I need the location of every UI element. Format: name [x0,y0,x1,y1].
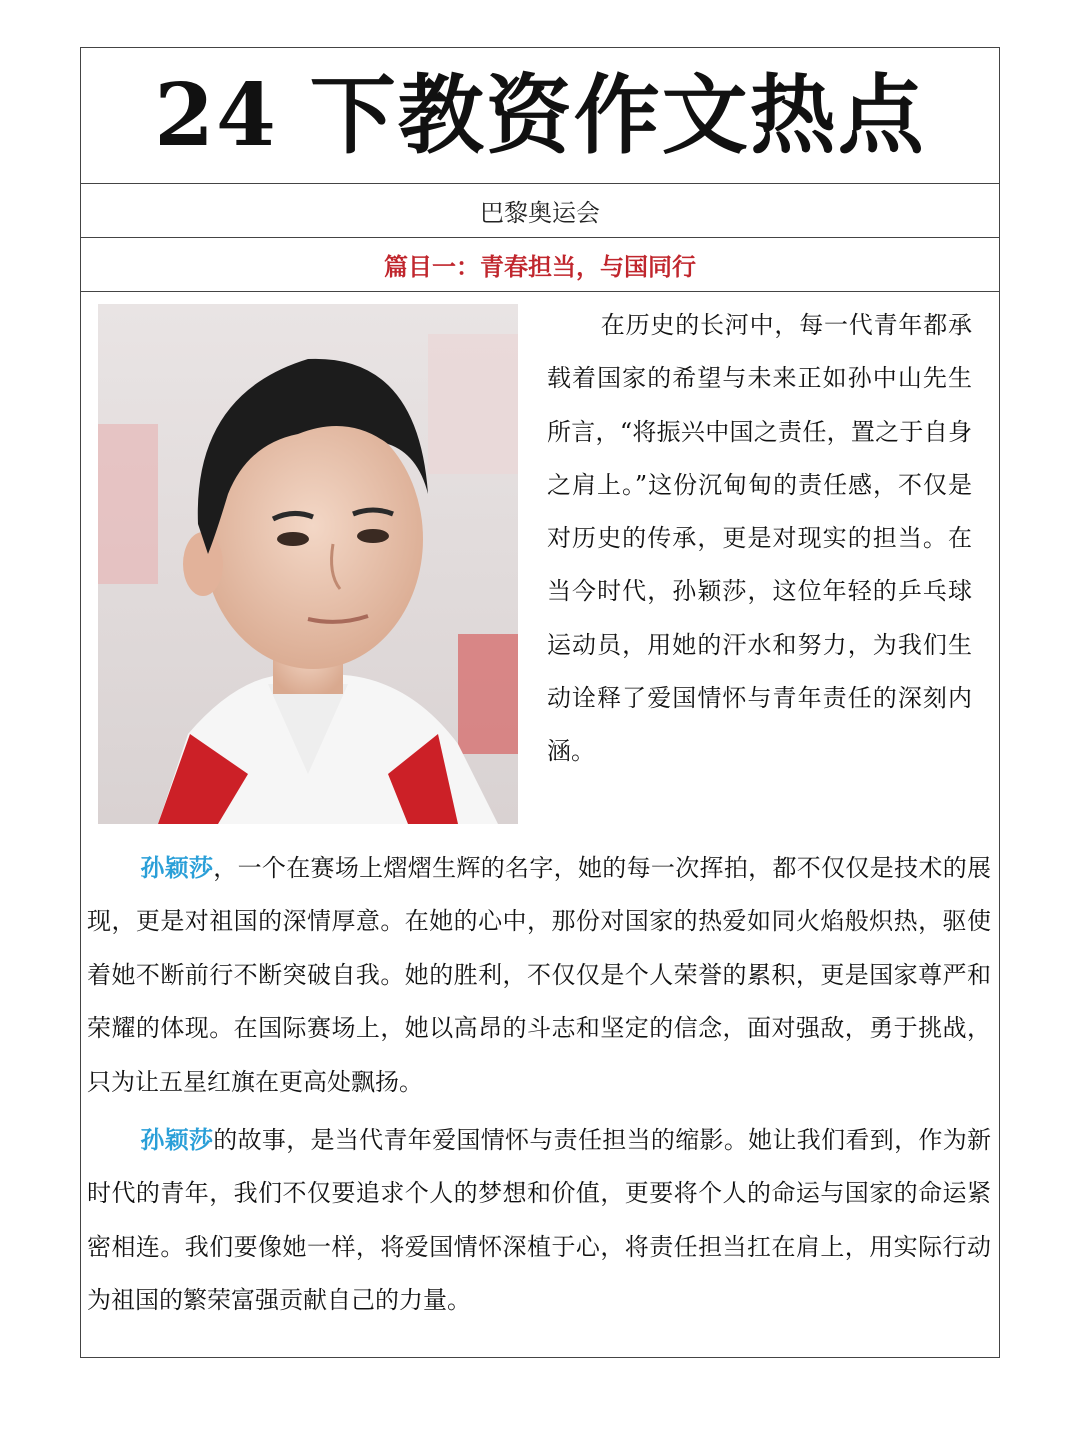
subtitle: 巴黎奥运会 [480,199,600,227]
highlighted-name: 孙颖莎 [140,1125,214,1154]
paragraph-2-text: 的故事，是当代青年爱国情怀与责任担当的缩影。她让我们看到，作为新时代的青年，我们不仅要追求个人的梦想和价值，更要将个人的命运与国家的命运紧密相连。我们要像她一样，将爱国情怀深植于心，将责任担当扛在肩上，用实际行动为祖国的繁荣富强贡献自己的力量。 [87,1126,992,1315]
title-row [81,48,999,184]
section-title: 篇目一：青春担当，与国同行 [384,253,696,281]
section-title-row [81,238,999,292]
paragraph-1-text: ，一个在赛场上熠熠生辉的名字，她的每一次挥拍，都不仅仅是技术的展现，更是对祖国的深情厚意。在她的心中，那份对国家的热爱如同火焰般炽热，驱使着她不断前行不断突破自我。她的胜利，不仅仅是个人荣誉的累积，更是国家尊严和荣耀的体现。在国际赛场上，她以高昂的斗志和坚定的信念，面对强敌，勇于挑战，只为让五星红旗在更高处飘扬。 [87,854,992,1096]
article-frame [80,47,1000,1358]
page-title: 24 下教资作文热点 [154,64,926,166]
paragraph-1 [87,841,991,1109]
subtitle-row [81,184,999,238]
intro-text [547,299,972,779]
highlighted-name: 孙颖莎 [140,853,214,882]
intro-paragraph: 在历史的长河中，每一代青年都承载着国家的希望与未来正如孙中山先生所言，“将振兴中国之责任，置之于自身之肩上。”这份沉甸甸的责任感，不仅是对历史的传承，更是对现实的担当。在当今时代，孙颖莎，这位年轻的乒乓球运动员，用她的汗水和努力，为我们生动诠释了爱国情怀与青年责任的深刻内涵。 [547,311,972,766]
athlete-photo [98,304,518,824]
paragraph-2 [87,1113,991,1328]
